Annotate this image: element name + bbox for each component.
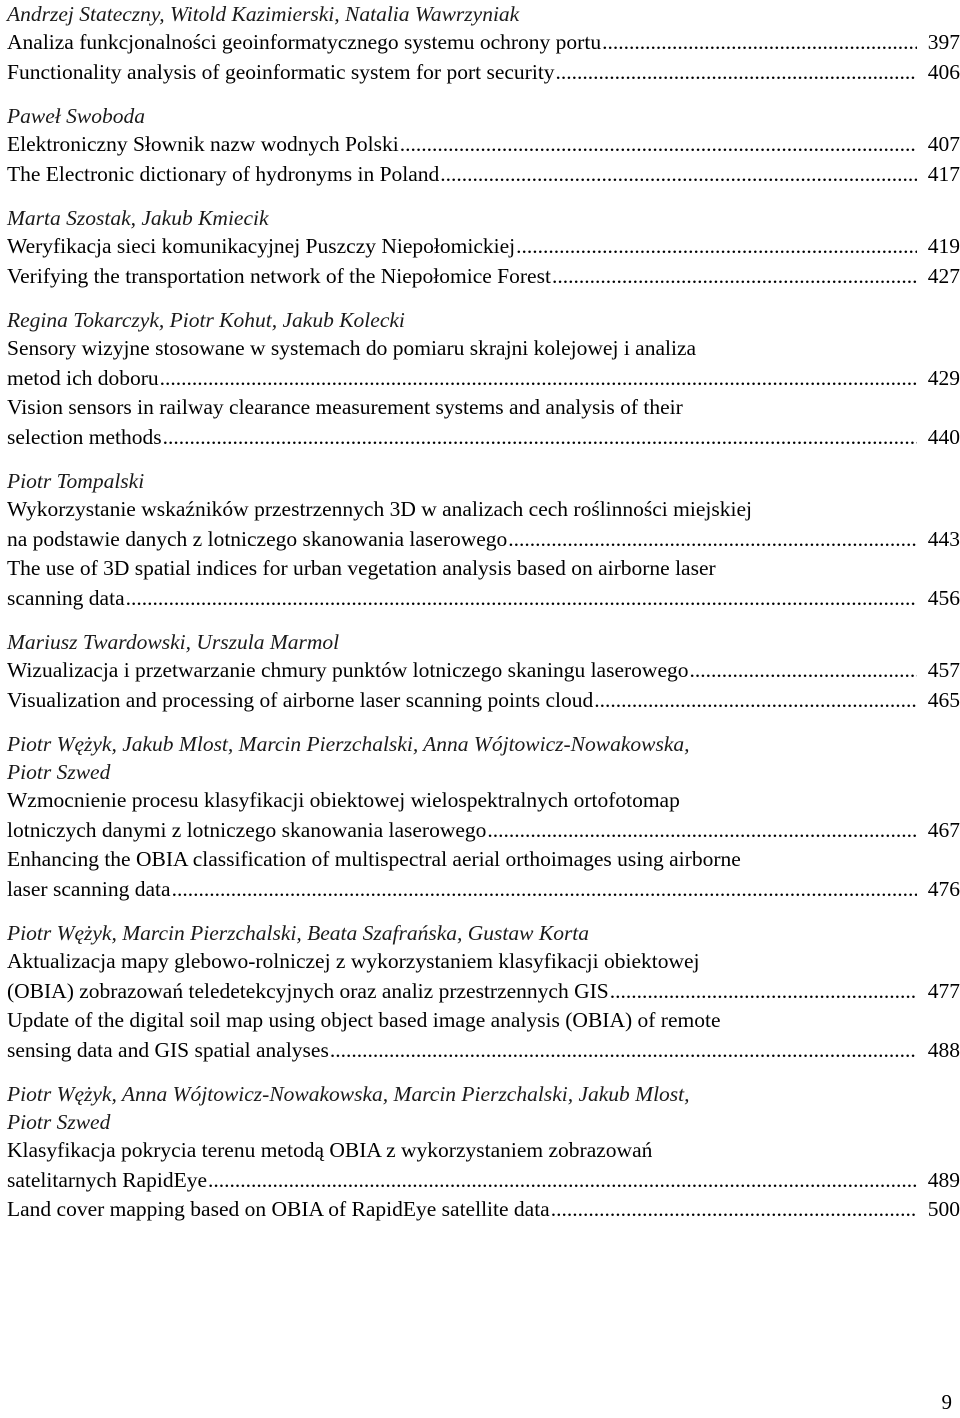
dot-leader: [610, 977, 917, 1007]
author-line: Marta Szostak, Jakub Kmiecik: [7, 206, 269, 230]
dot-leader: [516, 232, 917, 262]
entry-title-row: [7, 262, 960, 292]
page-ref: 500: [927, 1197, 960, 1221]
entry-title-line: na podstawie danych z lotniczego skanowania laserowego: [7, 526, 508, 551]
dot-leader: [330, 1036, 917, 1066]
entry-title-row: [7, 875, 960, 905]
author-line: Piotr Szwed: [7, 1110, 111, 1134]
entry-title-line: The Electronic dictionary of hydronyms in Poland: [7, 161, 440, 186]
author-line: Piotr Wężyk, Anna Wójtowicz-Nowakowska, Marcin Pierzchalski, Jakub Mlost,: [7, 1082, 690, 1106]
toc-entry[interactable]: [7, 1006, 960, 1065]
entry-title-line: satelitarnych RapidEye: [7, 1167, 207, 1192]
dot-leader: [551, 1195, 917, 1225]
page-number: 9: [941, 1390, 952, 1414]
toc-group: [7, 919, 960, 1065]
toc-entry[interactable]: [7, 262, 960, 292]
toc-group: [7, 730, 960, 904]
entry-title-row: [7, 1166, 960, 1196]
page-ref: 457: [927, 658, 960, 682]
toc-entry[interactable]: [7, 656, 960, 686]
entry-title-line: Klasyfikacja pokrycia terenu metodą OBIA z wykorzystaniem zobrazowań: [7, 1138, 653, 1162]
entry-title-line: Wzmocnienie procesu klasyfikacji obiektowej wielospektralnych ortofotomap: [7, 788, 680, 812]
page-ref: 407: [927, 132, 960, 156]
author-line: Piotr Wężyk, Marcin Pierzchalski, Beata Szafrańska, Gustaw Korta: [7, 921, 590, 945]
entry-title-line: Sensory wizyjne stosowane w systemach do pomiaru skrajni kolejowej i analiza: [7, 336, 697, 360]
dot-leader: [602, 28, 917, 58]
toc-entry[interactable]: [7, 1136, 960, 1195]
toc-entry[interactable]: [7, 393, 960, 452]
dot-leader: [690, 656, 918, 686]
entry-title-row: [7, 656, 960, 686]
author-line: Paweł Swoboda: [7, 104, 145, 128]
toc-entry[interactable]: [7, 686, 960, 716]
toc-entry[interactable]: [7, 947, 960, 1006]
toc-entry[interactable]: [7, 845, 960, 904]
dot-leader: [400, 130, 917, 160]
dot-leader: [160, 364, 917, 394]
entry-title-row: [7, 1036, 960, 1066]
author-line: Mariusz Twardowski, Urszula Marmol: [7, 630, 340, 654]
entry-title-line: Land cover mapping based on OBIA of RapidEye satellite data: [7, 1197, 550, 1221]
dot-leader: [552, 262, 917, 292]
author-line: Regina Tokarczyk, Piotr Kohut, Jakub Kolecki: [7, 308, 405, 332]
entry-title-line: laser scanning data: [7, 876, 171, 901]
page-ref: 477: [927, 978, 960, 1003]
table-of-contents: [7, 0, 960, 1225]
entry-title-line: metod ich doboru: [7, 365, 159, 390]
toc-group: [7, 102, 960, 189]
page-ref: 397: [927, 30, 960, 54]
toc-entry[interactable]: [7, 232, 960, 262]
entry-title-row: [7, 584, 960, 614]
entry-title-row: [7, 58, 960, 88]
page-ref: 467: [927, 817, 960, 842]
author-line: Andrzej Stateczny, Witold Kazimierski, Natalia Wawrzyniak: [7, 2, 520, 26]
entry-title-line: The use of 3D spatial indices for urban vegetation analysis based on airborne laser: [7, 556, 716, 580]
toc-entry[interactable]: [7, 554, 960, 613]
dot-leader: [556, 58, 917, 88]
toc-entry[interactable]: [7, 334, 960, 393]
author-line: Piotr Szwed: [7, 760, 111, 784]
entry-title-line: lotniczych danymi z lotniczego skanowania laserowego: [7, 817, 487, 842]
entry-title-row: [7, 364, 960, 394]
author-line: Piotr Tompalski: [7, 469, 145, 493]
entry-title-line: Vision sensors in railway clearance measurement systems and analysis of their: [7, 395, 683, 419]
entry-title-line: Enhancing the OBIA classification of multispectral aerial orthoimages using airborne: [7, 847, 741, 871]
toc-group: [7, 628, 960, 715]
toc-entry[interactable]: [7, 28, 960, 58]
dot-leader: [487, 816, 917, 846]
entry-title-row: [7, 525, 960, 555]
page-ref: 488: [927, 1037, 960, 1062]
toc-entry[interactable]: [7, 1195, 960, 1225]
page-ref: 429: [927, 365, 960, 390]
entry-title-line: sensing data and GIS spatial analyses: [7, 1037, 329, 1062]
entry-title-line: Update of the digital soil map using object based image analysis (OBIA) of remote: [7, 1008, 721, 1032]
dot-leader: [440, 160, 917, 190]
page-ref: 456: [927, 585, 960, 610]
page-ref: 427: [927, 263, 960, 288]
toc-group: [7, 467, 960, 613]
page-ref: 417: [927, 161, 960, 186]
entry-title-line: Aktualizacja mapy glebowo-rolniczej z wykorzystaniem klasyfikacji obiektowej: [7, 949, 700, 973]
dot-leader: [508, 525, 917, 555]
toc-group: [7, 306, 960, 452]
page-ref: 476: [927, 876, 960, 901]
toc-group: [7, 204, 960, 291]
entry-title-row: [7, 232, 960, 262]
entry-title-row: [7, 130, 960, 160]
toc-entry[interactable]: [7, 495, 960, 554]
entry-title-line: Verifying the transportation network of the Niepołomice Forest: [7, 263, 551, 288]
entry-title-line: scanning data: [7, 585, 125, 610]
toc-entry[interactable]: [7, 786, 960, 845]
entry-title-row: [7, 160, 960, 190]
entry-title-line: Weryfikacja sieci komunikacyjnej Puszczy Niepołomickiej: [7, 234, 516, 258]
toc-group: [7, 0, 960, 87]
page-ref: 443: [927, 526, 960, 551]
toc-entry[interactable]: [7, 58, 960, 88]
entry-title-row: [7, 977, 960, 1007]
toc-entry[interactable]: [7, 130, 960, 160]
entry-title-line: Analiza funkcjonalności geoinformatycznego systemu ochrony portu: [7, 30, 602, 54]
entry-title-line: Visualization and processing of airborne laser scanning points cloud: [7, 687, 594, 712]
entry-title-row: [7, 816, 960, 846]
toc-group: [7, 1080, 960, 1225]
entry-title-row: [7, 423, 960, 453]
entry-title-row: [7, 28, 960, 58]
entry-title-row: [7, 1195, 960, 1225]
entry-title-line: (OBIA) zobrazowań teledetekcyjnych oraz analiz przestrzennych GIS: [7, 978, 609, 1003]
page-ref: 465: [927, 687, 960, 712]
entry-title-line: selection methods: [7, 424, 162, 449]
entry-title-line: Functionality analysis of geoinformatic system for port security: [7, 59, 555, 84]
dot-leader: [594, 686, 917, 716]
dot-leader: [208, 1166, 917, 1196]
dot-leader: [163, 423, 917, 453]
page-ref: 419: [927, 234, 960, 258]
toc-entry[interactable]: [7, 160, 960, 190]
entry-title-line: Elektroniczny Słownik nazw wodnych Polski: [7, 132, 399, 156]
entry-title-line: Wykorzystanie wskaźników przestrzennych 3D w analizach cech roślinności miejskiej: [7, 497, 752, 521]
dot-leader: [172, 875, 917, 905]
dot-leader: [126, 584, 917, 614]
author-line: Piotr Wężyk, Jakub Mlost, Marcin Pierzchalski, Anna Wójtowicz-Nowakowska,: [7, 732, 690, 756]
entry-title-row: [7, 686, 960, 716]
entry-title-line: Wizualizacja i przetwarzanie chmury punktów lotniczego skaningu laserowego: [7, 658, 689, 682]
page-ref: 489: [927, 1167, 960, 1192]
page-ref: 440: [927, 424, 960, 449]
page-ref: 406: [927, 59, 960, 84]
